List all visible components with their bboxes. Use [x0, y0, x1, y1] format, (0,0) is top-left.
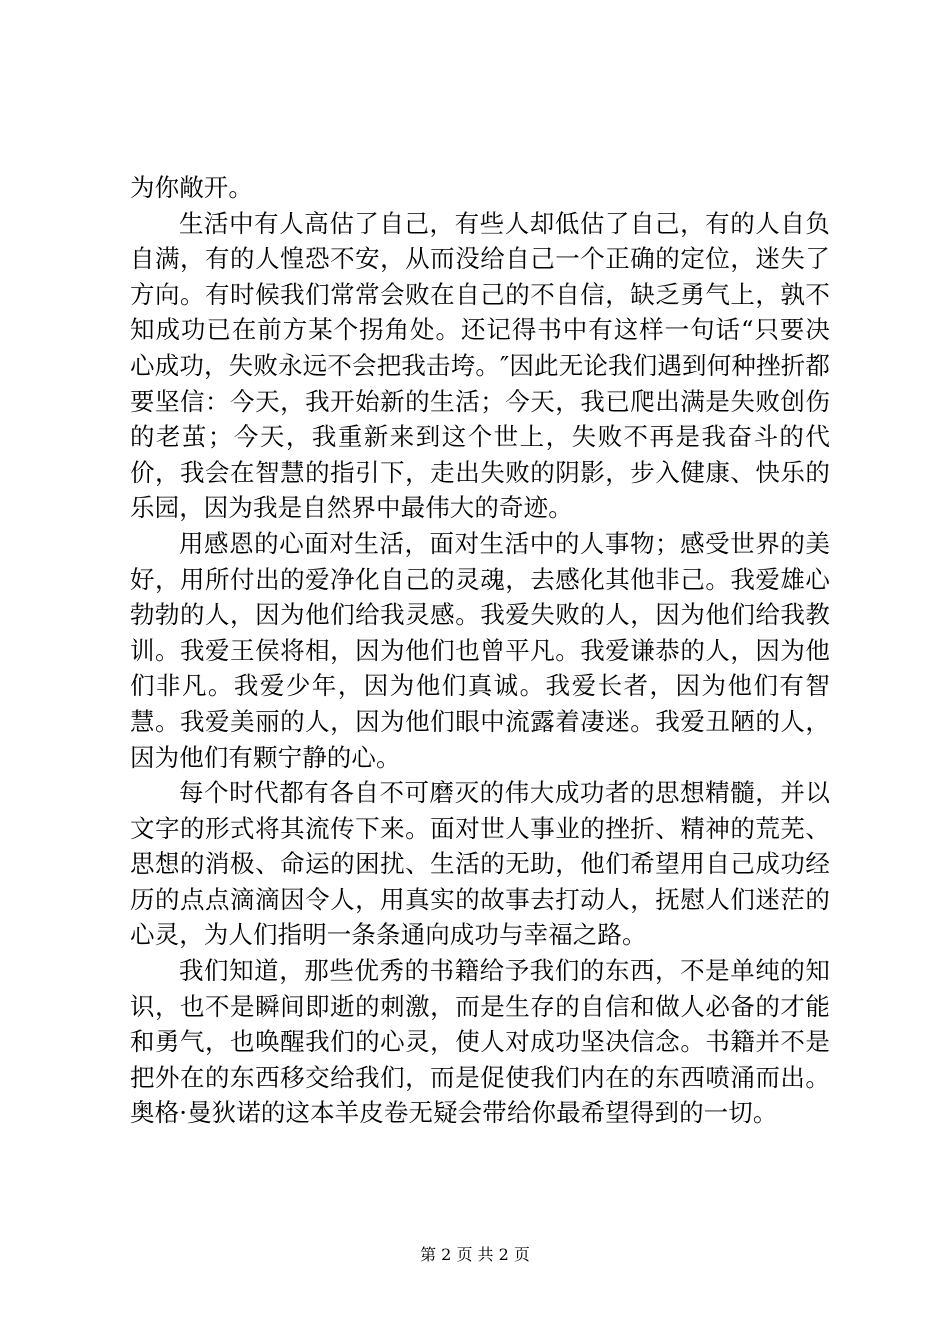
document-body: [130, 170, 830, 1131]
paragraph-1: 为你敞开。: [130, 173, 253, 202]
paragraph-3: 用感恩的心面对生活，面对生活中的人事物；感受世界的美好，用所付出的爱净化自己的灵魂，去感化其他非己。我爱雄心勃勃的人，因为他们给我灵感。我爱失败的人，因为他们给我教训。我爱王侯将相，因为他们也曾平凡。我爱谦恭的人，因为他们非凡。我爱少年，因为他们真诚。我爱长者，因为他们有智慧。我爱美丽的人，因为他们眼中流露着凄迷。我爱丑陋的人，因为他们有颗宁静的心。: [130, 528, 830, 772]
page-footer: [0, 1245, 950, 1265]
paragraph-2: 生活中有人高估了自己，有些人却低估了自己，有的人自负自满，有的人惶恐不安，从而没给自己一个正确的定位，迷失了方向。有时候我们常常会败在自己的不自信，缺乏勇气上，孰不知成功已在前方某个拐角处。还记得书中有这样一句话“只要决心成功，失败永远不会把我击垮。″因此无论我们遇到何种挫折都要坚信：今天，我开始新的生活；今天，我已爬出满是失败创伤的老茧；今天，我重新来到这个世上，失败不再是我奋斗的代价，我会在智慧的指引下，走出失败的阴影，步入健康、快乐的乐园，因为我是自然界中最伟大的奇迹。: [130, 208, 830, 523]
page-number-label: 第 2 页 共 2 页: [420, 1245, 530, 1264]
paragraph-4: 每个时代都有各自不可磨灭的伟大成功者的思想精髓，并以文字的形式将其流传下来。面对世人事业的挫折、精神的荒芜、思想的消极、命运的困扰、生活的无助，他们希望用自己成功经历的点点滴滴因令人，用真实的故事去打动人，抚慰人们迷茫的心灵，为人们指明一条条通向成功与幸福之路。: [130, 778, 830, 950]
paragraph-5: 我们知道，那些优秀的书籍给予我们的东西，不是单纯的知识，也不是瞬间即逝的刺激，而是生存的自信和做人必备的才能和勇气，也唤醒我们的心灵，使人对成功坚决信念。书籍并不是把外在的东西移交给我们，而是促使我们内在的东西喷涌而出。奥格·曼狄诺的这本羊皮卷无疑会带给你最希望得到的一切。: [130, 956, 830, 1128]
